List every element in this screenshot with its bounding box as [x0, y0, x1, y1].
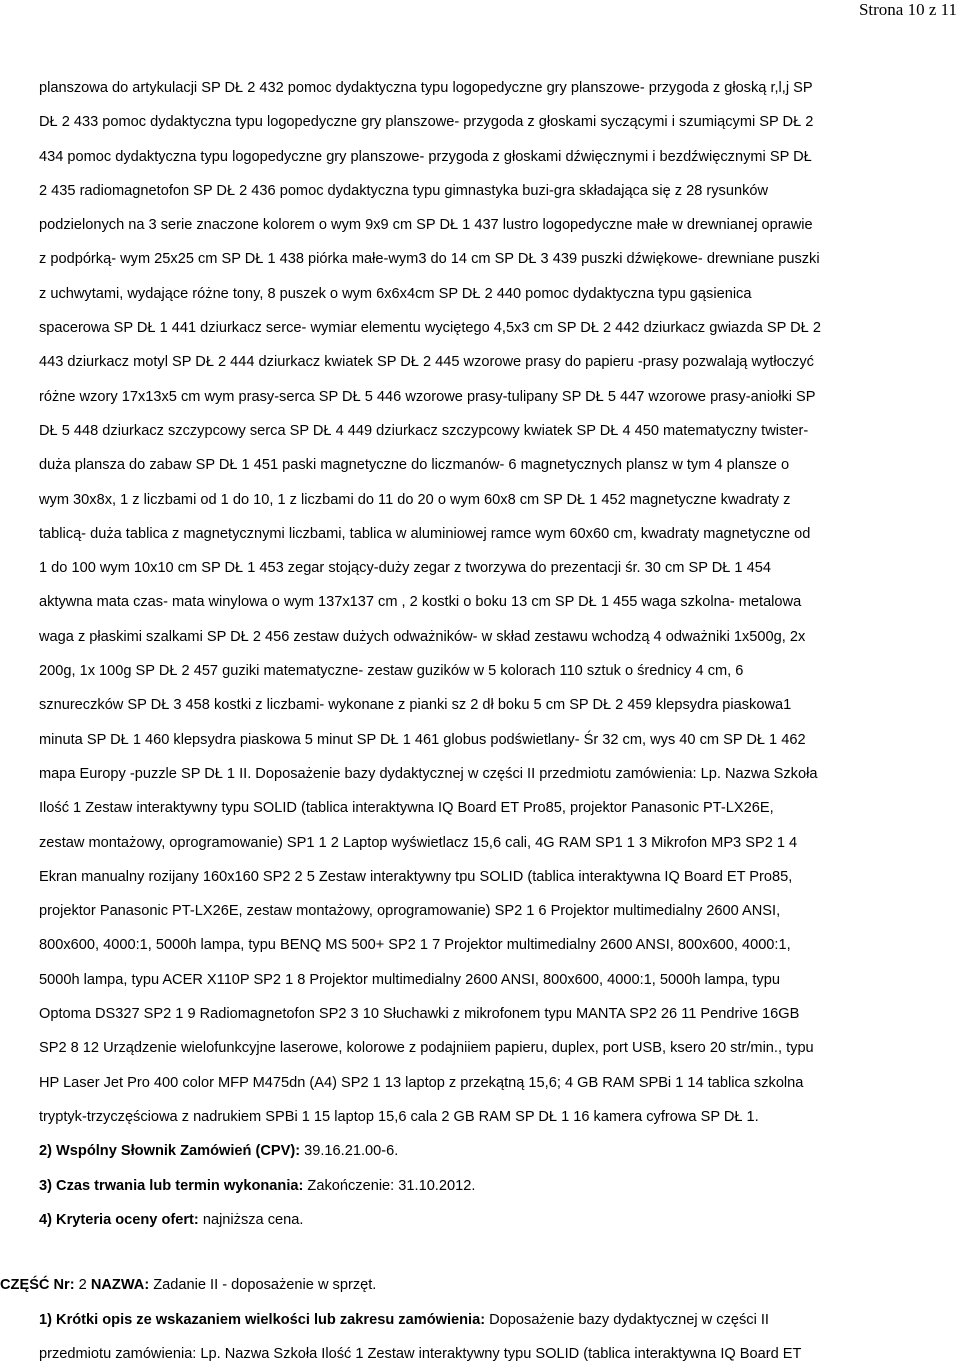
body-line: z uchwytami, wydające różne tony, 8 puszek o wym 6x6x4cm SP DŁ 2 440 pomoc dydaktyczna typu gąsienica [39, 285, 752, 302]
part-label: CZĘŚĆ Nr: [0, 1277, 75, 1293]
body-line: minuta SP DŁ 1 460 klepsydra piaskowa 5 minut SP DŁ 1 461 globus podświetlany- Śr 32 cm, wys 40 cm SP DŁ 1 462 [39, 731, 806, 748]
section-items [39, 1134, 960, 1237]
body-line: 434 pomoc dydaktyczna typu logopedyczne gry planszowe- przygoda z głoskami dźwięcznymi i bezdźwięcznymi SP DŁ [39, 148, 812, 165]
body-line: 200g, 1x 100g SP DŁ 2 457 guziki matematyczne- zestaw guzików w 5 kolorach 110 sztuk o średnicy 4 cm, 6 [39, 663, 744, 680]
cpv-value: 39.16.21.00-6. [300, 1143, 399, 1160]
description-first-line [39, 1303, 960, 1337]
description-second-line: przedmiotu zamówienia: Lp. Nazwa Szkoła Ilość 1 Zestaw interaktywny typu SOLID (tablica interaktywna IQ Board ET [39, 1346, 802, 1362]
cpv-label: 2) Wspólny Słownik Zamówień (CPV): [39, 1143, 301, 1160]
body-lines [39, 71, 960, 1134]
body-line: 5000h lampa, typu ACER X110P SP2 1 8 Projektor multimedialny 2600 ANSI, 800x600, 4000:1, 5000h lampa, typu [39, 971, 780, 988]
part-heading [0, 1270, 376, 1300]
body-line: z podpórką- wym 25x25 cm SP DŁ 1 438 piórka małe-wym3 do 14 cm SP DŁ 3 439 puszki dźwiękowe- drewniane puszki [39, 251, 820, 268]
name-label: NAZWA: [90, 1277, 150, 1293]
body-line: tablicą- duża tablica z magnetycznymi liczbami, tablica w aluminiowej ramce wym 60x60 cm, kwadraty magnetyczne od [39, 525, 811, 542]
body-line: DŁ 2 433 pomoc dydaktyczna typu logopedyczne gry planszowe- przygoda z głoskami syczącymi i szumiącymi SP DŁ 2 [39, 114, 814, 131]
cpv-item [39, 1134, 960, 1168]
description-value: Doposażenie bazy dydaktycznej w części II [485, 1312, 769, 1328]
part-number: 2 [74, 1277, 91, 1293]
body-line: projektor Panasonic PT-LX26E, zestaw montażowy, oprogramowanie) SP2 1 6 Projektor multimedialny 2600 ANSI, [39, 903, 781, 920]
body-line: HP Laser Jet Pro 400 color MFP M475dn (A4) SP2 1 13 laptop z przekątną 15,6; 4 GB RAM SPBi 1 14 tablica szkolna [39, 1074, 804, 1091]
criteria-value: najniższa cena. [198, 1211, 304, 1228]
body-line: 443 dziurkacz motyl SP DŁ 2 444 dziurkacz kwiatek SP DŁ 2 445 wzorowe prasy do papieru -prasy pozwalają wytłoczyć [39, 354, 814, 371]
body-line: planszowa do artykulacji SP DŁ 2 432 pomoc dydaktyczna typu logopedyczne gry planszowe- przygoda z głoską r,l,j SP [39, 80, 813, 96]
duration-item [39, 1169, 960, 1203]
criteria-item [39, 1203, 960, 1237]
criteria-label: 4) Kryteria oceny ofert: [39, 1211, 199, 1228]
body-line: wym 30x8x, 1 z liczbami od 1 do 10, 1 z liczbami do 11 do 20 o wym 60x8 cm SP DŁ 1 452 magnetyczne kwadraty z [39, 491, 791, 508]
body-line: Optoma DS327 SP2 1 9 Radiomagnetofon SP2 3 10 Słuchawki z mikrofonem typu MANTA SP2 26 11 Pendrive 16GB [39, 1006, 800, 1023]
body-line: waga z płaskimi szalkami SP DŁ 2 456 zestaw dużych odważników- w skład zestawu wchodzą 4 odważniki 1x500g, 2x [39, 628, 806, 645]
part-name: Zadanie II - doposażenie w sprzęt. [149, 1277, 377, 1293]
duration-label: 3) Czas trwania lub termin wykonania: [39, 1177, 304, 1194]
page-number: Strona 10 z 11 [858, 0, 957, 19]
body-line: tryptyk-trzyczęściowa z nadrukiem SPBi 1 15 laptop 15,6 cala 2 GB RAM SP DŁ 1 16 kamera cyfrowa SP DŁ 1. [39, 1108, 759, 1125]
body-line: Ilość 1 Zestaw interaktywny typu SOLID (tablica interaktywna IQ Board ET Pro85, projektor Panasonic PT-LX26E, [39, 800, 774, 817]
duration-value: Zakończenie: 31.10.2012. [303, 1177, 476, 1194]
body-line: różne wzory 17x13x5 cm wym prasy-serca SP DŁ 5 446 wzorowe prasy-tulipany SP DŁ 5 447 wzorowe prasy-aniołki SP [39, 388, 816, 405]
body-text [39, 71, 960, 1237]
body-line: SP2 8 12 Urządzenie wielofunkcyjne laserowe, kolorowe z podajniiem papieru, duplex, port USB, ksero 20 str/min., typu [39, 1040, 814, 1057]
body-line: 1 do 100 wym 10x10 cm SP DŁ 1 453 zegar stojący-duży zegar z tworzywa do prezentacji śr. 30 cm SP DŁ 1 454 [39, 560, 771, 577]
body-line: Ekran manualny rozijany 160x160 SP2 2 5 Zestaw interaktywny tpu SOLID (tablica interaktywna IQ Board ET Pro85, [39, 868, 793, 885]
description-block [39, 1303, 960, 1371]
body-line: spacerowa SP DŁ 1 441 dziurkacz serce- wymiar elementu wyciętego 4,5x3 cm SP DŁ 2 442 dziurkacz gwiazda SP DŁ 2 [39, 320, 821, 337]
body-line: podzielonych na 3 serie znaczone kolorem o wym 9x9 cm SP DŁ 1 437 lustro logopedyczne małe w drewnianej oprawie [39, 217, 813, 234]
body-line: mapa Europy -puzzle SP DŁ 1 II. Doposażenie bazy dydaktycznej w części II przedmiotu zamówienia: Lp. Nazwa Szkoła [39, 765, 818, 782]
body-line: 800x600, 4000:1, 5000h lampa, typu BENQ MS 500+ SP2 1 7 Projektor multimedialny 2600 ANSI, 800x600, 4000:1, [39, 937, 791, 954]
body-line: aktywna mata czas- mata winylowa o wym 137x137 cm , 2 kostki o boku 13 cm SP DŁ 1 455 waga szkolna- metalowa [39, 594, 802, 611]
body-line: zestaw montażowy, oprogramowanie) SP1 1 2 Laptop wyświetlacz 15,6 cali, 4G RAM SP1 1 3 Mikrofon MP3 SP2 1 4 [39, 834, 798, 851]
description-label: 1) Krótki opis ze wskazaniem wielkości lub zakresu zamówienia: [39, 1312, 486, 1328]
body-line: DŁ 5 448 dziurkacz szczypcowy serca SP DŁ 4 449 dziurkacz szczypcowy kwiatek SP DŁ 4 450 matematyczny twister- [39, 422, 809, 439]
body-line: 2 435 radiomagnetofon SP DŁ 2 436 pomoc dydaktyczna typu gimnastyka buzi-gra składająca się z 28 rysunków [39, 182, 769, 199]
body-line: duża plansza do zabaw SP DŁ 1 451 paski magnetyczne do liczmanów- 6 magnetycznych plansz w tym 4 plansze o [39, 457, 790, 474]
body-line: sznureczków SP DŁ 3 458 kostki z liczbami- wykonane z pianki sz 2 dł boku 5 cm SP DŁ 2 459 klepsydra piaskowa1 [39, 697, 792, 714]
